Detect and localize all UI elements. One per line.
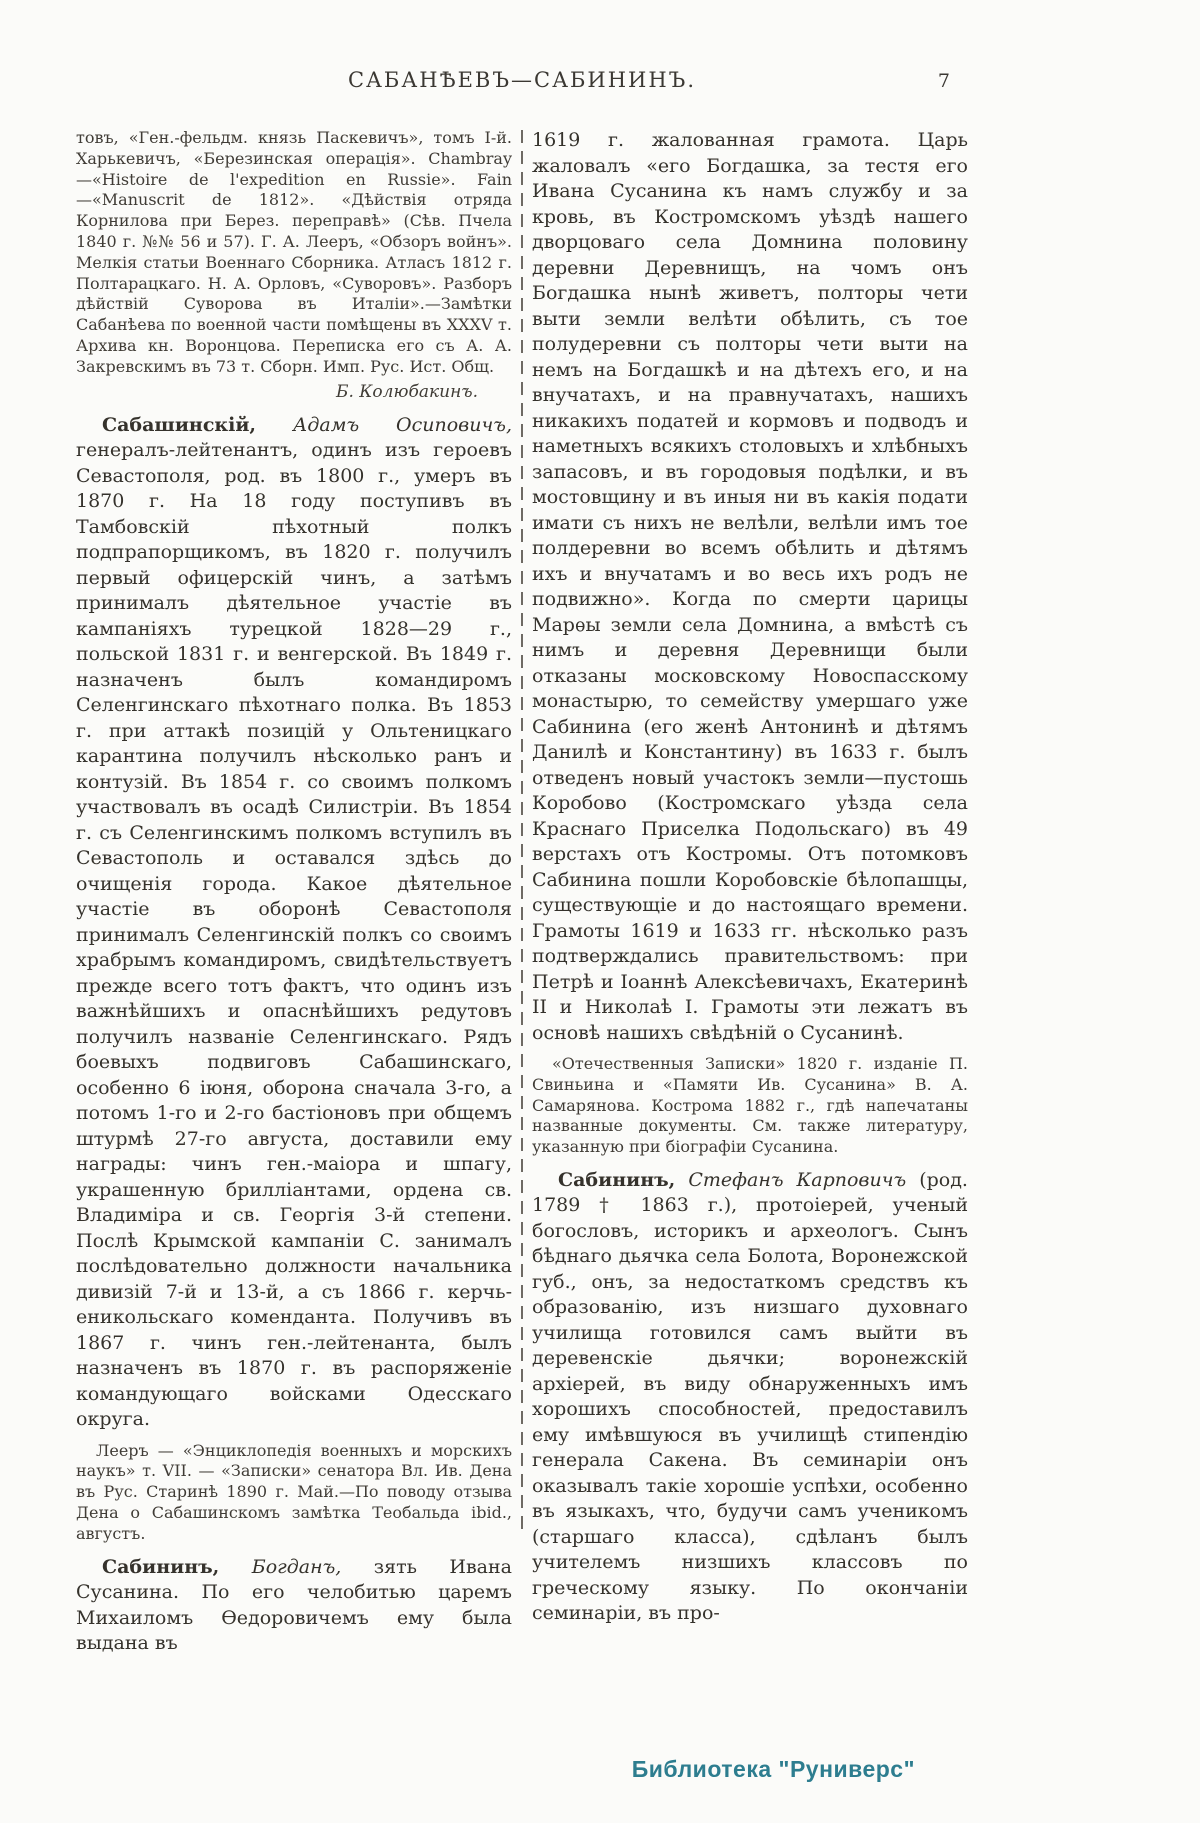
person-name-sabinin-bogdan: Богданъ, xyxy=(251,1555,342,1578)
person-name-sabinin-stefan: Стефанъ Карповичъ xyxy=(688,1168,907,1191)
article-sabashinsky xyxy=(76,413,512,1433)
prev-article-bibliography: товъ, «Ген.-фельдм. князь Паскевичъ», томъ I-й. Харькевичъ, «Березинская операція». Chambray—«Histoire de l'expedition en Russie». Fain—«Manuscrit de 1812». «Дѣйствія отряда Корнилова при Берез. переправѣ» (Сѣв. Пчела 1840 г. №№ 56 и 57). Г. А. Лееръ, «Обзоръ войнъ». Мелкія статьи Военнаго Сборника. Атласъ 1812 г. Полтарацкаго. Н. А. Орловъ, «Суворовъ». Разборъ дѣйствій Суворова въ Италіи».—Замѣтки Сабанѣева по военной части помѣщены въ XXXV т. Архива кн. Воронцова. Переписка его съ А. А. Закревскимъ въ 73 т. Сборн. Имп. Рус. Ист. Общ. xyxy=(76,128,512,376)
two-column-text-block xyxy=(76,128,968,1657)
person-name-sabashinsky: Адамъ Осиповичъ, xyxy=(292,413,512,436)
library-watermark: Библиотека "Руниверс" xyxy=(631,1756,915,1782)
article-bibliography-sabashinsky: Лееръ — «Энциклопедія военныхъ и морскихъ наукъ» т. VII. — «Записки» сенатора Вл. Ив. Дена въ Рус. Старинѣ 1890 г. Май.—По поводу отзыва Дена о Сабашинскомъ замѣтка Теобальда ibid., августъ. xyxy=(76,1440,512,1543)
article-bibliography-sabinin-bogdan: «Отечественныя Записки» 1820 г. изданіе П. Свиньина и «Памяти Ив. Сусанина» В. А. Самарянова. Кострома 1882 г., гдѣ напечатаны названные документы. См. также литературу, указанную при біографіи Сусанина. xyxy=(532,1054,968,1157)
page-header xyxy=(76,68,968,100)
right-column xyxy=(532,128,968,1657)
article-body-sabashinsky: генералъ-лейтенантъ, одинъ изъ героевъ Севастополя, род. въ 1800 г., умеръ въ 1870 г. На 18 году поступивъ въ Тамбовскій пѣхотный полкъ подпрапорщикомъ, въ 1820 г. получилъ первый офицерскій чинъ, а затѣмъ принималъ дѣятельное участіе въ кампаніяхъ турецкой 1828—29 г., польской 1831 г. и венгерской. Въ 1849 г. назначенъ былъ командиромъ Селенгинскаго пѣхотнаго полка. Въ 1853 г. при аттакѣ позицій у Ольтеницкаго карантина получилъ нѣсколько ранъ и контузій. Въ 1854 г. со своимъ полкомъ участвовалъ въ осадѣ Силистріи. Въ 1854 г. съ Селенгинскимъ полкомъ вступилъ въ Севастополь и оставался здѣсь до очищенія города. Какое дѣятельное участіе въ оборонѣ Севастополя принималъ Селенгинскій полкъ со своимъ храбрымъ командиромъ, свидѣтельствуетъ прежде всего тотъ фактъ, что одинъ изъ важнѣйшихъ и опаснѣйшихъ редутовъ получилъ названіе Селенгинскаго. Рядъ боевыхъ подвиговъ Сабашинскаго, особенно 6 іюня, оборона сначала 3-го, а потомъ 1-го и 2-го бастіоновъ при общемъ штурмѣ 27-го августа, доставили ему награды: чинъ ген.-маіора и шпагу, украшенную брилліантами, ордена св. Владиміра и св. Георгія 3-й степени. Послѣ Крымской кампаніи С. занималъ послѣдовательно должности начальника дивизій 7-й и 13-й, а съ 1866 г. керчь-еникольскаго коменданта. Получивъ въ 1867 г. чинъ ген.-лейтенанта, былъ назначенъ въ 1870 г. въ распоряженіе командующаго войсками Одесскаго округа. xyxy=(76,439,512,1431)
headword-sabashinsky: Сабашинскій, xyxy=(102,413,257,436)
page-number: 7 xyxy=(937,70,950,92)
headword-sabinin-bogdan: Сабининъ, xyxy=(102,1555,220,1578)
column-divider-rule xyxy=(512,128,532,1657)
author-signature: Б. Колюбакинъ. xyxy=(335,381,478,402)
article-sabinin-stefan xyxy=(532,1168,968,1627)
article-continuation-sabinin-bogdan: 1619 г. жалованная грамота. Царь жаловалъ «его Богдашка, за тестя его Ивана Сусанина къ намъ службу и за кровь, въ Костромскомъ уѣздѣ нашего дворцоваго села Домнина половину деревни Деревнищъ, на чомъ онъ Богдашка нынѣ живетъ, полторы чети выти земли велѣти обѣлить, съ тое полудеревни съ полторы чети выти на немъ на Богдашкѣ и на дѣтехъ его, и на внучатахъ, и на правнучатахъ, нашихъ никакихъ податей и кормовъ и подводъ и наметныхъ всякихъ столовыхъ и хлѣбныхъ запасовъ, и въ городовыя подѣлки, и въ мостовщину и въ иныя ни въ какія подати имати съ нихъ не велѣли, велѣли имъ тое полдеревни во всемъ обѣлить и дѣтямъ ихъ и внучатамъ и во весь ихъ родъ не подвижно». Когда по смерти царицы Марѳы земли села Домнина, а вмѣстѣ съ нимъ и деревня Деревнищи были отказаны московскому Новоспасскому монастырю, то семейству умершаго уже Сабинина (его женѣ Антонинѣ и дѣтямъ Данилѣ и Константину) въ 1633 г. былъ отведенъ новый участокъ земли—пустошь Коробово (Костромскаго уѣзда села Краснаго Приселка Подольскаго) въ 49 верстахъ отъ Костромы. Отъ потомковъ Сабинина пошли Коробовскіе бѣлопашцы, существующіе и до настоящаго времени. Грамоты 1619 и 1633 гг. нѣсколько разъ подтверждались правительствомъ: при Петрѣ и Іоаннѣ Алексѣевичахъ, Екатеринѣ II и Николаѣ I. Грамоты эти лежатъ въ основѣ нашихъ свѣдѣній о Сусанинѣ. xyxy=(532,129,968,1044)
article-body-sabinin-stefan: (род. 1789 † 1863 г.), протоіерей, ученый богословъ, историкъ и археологъ. Сынъ бѣднаго дьячка села Болота, Воронежской губ., онъ, за недостаткомъ средствъ къ образованію, изъ низшаго духовнаго училища готовился самъ выйти въ деревенскіе дьячки; воронежскій архіерей, въ виду обнаруженныхъ имъ хорошихъ способностей, предоставилъ ему имѣвшуюся въ училищѣ стипендію генерала Сакена. Въ семинаріи онъ оказывалъ такіе хорошіе успѣхи, особенно въ языкахъ, что, будучи самъ ученикомъ (старшаго класса), сдѣланъ былъ учителемъ низшихъ классовъ по греческому языку. По окончаніи семинаріи, въ про- xyxy=(532,1168,968,1625)
article-body-sabinin-bogdan: зять Ивана Сусанина. По его челобитью царемъ Михаиломъ Ѳедоровичемъ ему была выдана въ xyxy=(76,1555,512,1655)
headword-sabinin-stefan: Сабининъ, xyxy=(558,1168,676,1191)
left-column xyxy=(76,128,512,1657)
article-sabinin-bogdan xyxy=(76,1555,512,1657)
page-content xyxy=(76,68,968,1657)
running-title: САБАНѢЕВЪ—САБИНИНЪ. xyxy=(347,68,697,92)
